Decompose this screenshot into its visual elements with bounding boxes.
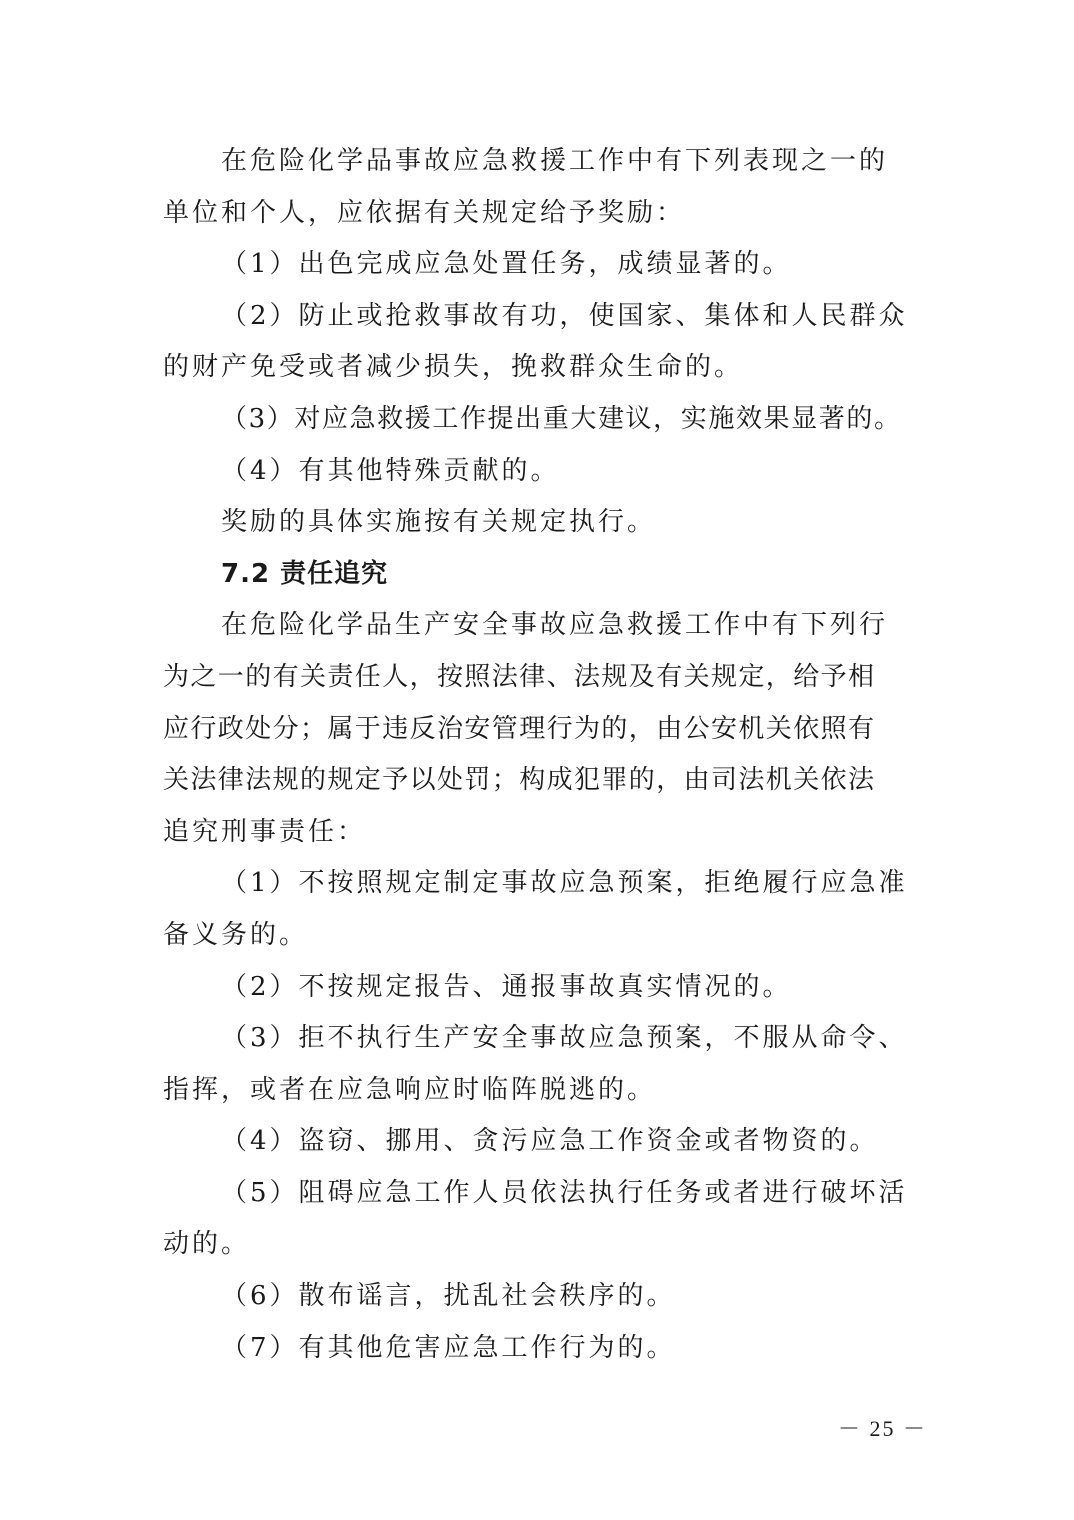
list-item-liability-2: （2）不按规定报告、通报事故真实情况的。 (221, 971, 792, 1002)
paragraph-line: 追究刑事责任： (163, 816, 367, 847)
section-heading: 7.2 责任追究 (221, 558, 389, 589)
list-item-liability-1: （1）不按照规定制定事故应急预案，拒绝履行应急准 (221, 868, 908, 899)
list-item-reward-3: （3）对应急救援工作提出重大建议，实施效果显著的。 (221, 403, 902, 434)
list-item-liability-5: （5）阻碍应急工作人员依法执行任务或者进行破坏活 (221, 1177, 908, 1208)
paragraph-line: 单位和个人，应依据有关规定给予奖励： (163, 197, 686, 228)
document-body (163, 136, 915, 1374)
paragraph-line: 应行政处分；属于违反治安管理行为的，由公安机关依照有 (163, 713, 876, 744)
list-item-reward-4: （4）有其他特殊贡献的。 (221, 455, 560, 486)
paragraph-line: 在危险化学品生产安全事故应急救援工作中有下列行 (221, 610, 889, 641)
paragraph-line: 指挥，或者在应急响应时临阵脱逃的。 (163, 1074, 657, 1105)
page-number: － 25 － (838, 1416, 928, 1441)
paragraph-line: 备义务的。 (163, 919, 309, 950)
paragraph-line: 在危险化学品事故应急救援工作中有下列表现之一的 (221, 146, 889, 176)
paragraph-line: 的财产免受或者减少损失，挽救群众生命的。 (163, 352, 744, 383)
list-item-liability-4: （4）盗窃、挪用、贪污应急工作资金或者物资的。 (221, 1126, 879, 1157)
list-item-liability-6: （6）散布谣言，扰乱社会秩序的。 (221, 1281, 676, 1312)
paragraph-line: 奖励的具体实施按有关规定执行。 (221, 507, 657, 538)
paragraph-line: 为之一的有关责任人，按照法律、法规及有关规定，给予相 (163, 661, 876, 692)
paragraph-line: 动的。 (163, 1229, 251, 1260)
list-item-reward-2: （2）防止或抢救事故有功，使国家、集体和人民群众 (221, 300, 908, 331)
list-item-liability-7: （7）有其他危害应急工作行为的。 (221, 1332, 676, 1363)
paragraph-line: 关法律法规的规定予以处罚；构成犯罪的，由司法机关依法 (163, 765, 876, 796)
list-item-reward-1: （1）出色完成应急处置任务，成绩显著的。 (221, 249, 792, 280)
list-item-liability-3: （3）拒不执行生产安全事故应急预案，不服从命令、 (221, 1023, 908, 1054)
